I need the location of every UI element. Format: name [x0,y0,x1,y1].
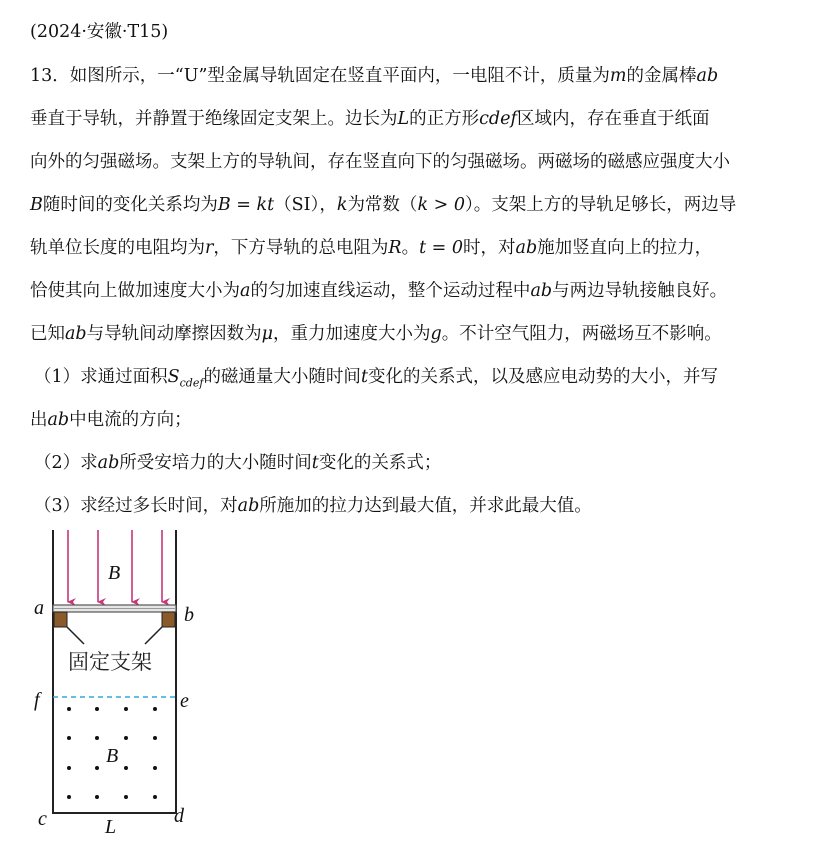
rail-diagram [0,520,240,850]
label-d: d [174,805,184,827]
field-dot [67,766,71,770]
field-dot [153,707,157,711]
var-B: B [30,195,43,215]
question-2: （2）求ab所受安培力的大小随时间t变化的关系式； [34,453,442,473]
label-B-top: B [108,562,121,584]
var-m: m [609,66,627,86]
support-leg-right [145,627,162,644]
support-label: 固定支架 [68,650,152,674]
field-dot [153,795,157,799]
problem-line-2: 垂直于导轨，并静置于绝缘固定支架上。边长为L的正方形cdef区域内，存在垂直于纸面 [30,109,710,129]
question-1-line-1: （1）求通过面积$S_{cdef}$的磁通量大小随时间t变化的关系式，以及感应电动势的大小，并写 [34,367,718,390]
problem-number: 13． [30,66,70,86]
support-block-left [54,612,67,627]
field-dot [95,795,99,799]
problem-line-6: 恰使其向上做加速度大小为a的匀加速直线运动，整个运动过程中ab与两边导轨接触良好。 [30,281,728,301]
label-f: f [34,689,40,711]
field-dot [124,707,128,711]
field-dot [95,766,99,770]
formula: B = kt [217,195,275,215]
field-dot [67,707,71,711]
problem-line-1: 13．如图所示，一“U”型金属导轨固定在竖直平面内，一电阻不计，质量为m的金属棒ab [30,66,719,86]
field-dot [124,795,128,799]
question-1-line-2: 出ab中电流的方向； [30,410,192,430]
field-dot [124,766,128,770]
field-dot [153,766,157,770]
problem-line-3: 向外的匀强磁场。支架上方的导轨间，存在竖直向下的匀强磁场。两磁场的磁感应强度大小 [30,152,730,172]
field-dot [124,736,128,740]
question-3: （3）求经过多长时间，对ab所施加的拉力达到最大值，并求此最大值。 [34,496,592,516]
field-dot [67,736,71,740]
label-b: b [184,604,194,626]
field-dot [67,795,71,799]
problem-line-4: B随时间的变化关系均为B = kt（SI），k为常数（k > 0）。支架上方的导轨足够长，两边导 [30,195,737,215]
source-tag: (2024·安徽·T15) [30,22,169,42]
problem-line-7: 已知ab与导轨间动摩擦因数为μ，重力加速度大小为g。不计空气阻力，两磁场互不影响。 [30,324,722,344]
field-dot [153,736,157,740]
problem-line-5: 轨单位长度的电阻均为r，下方导轨的总电阻为R。t = 0时，对ab施加竖直向上的拉力， [30,238,713,258]
support-leg-left [67,627,84,644]
label-B-bottom: B [106,745,119,767]
label-L: L [105,816,117,838]
label-e: e [180,690,189,712]
label-a: a [34,597,44,619]
support-block-right [162,612,175,627]
var-L: L [397,109,410,129]
field-dot [95,736,99,740]
field-dot [95,707,99,711]
label-c: c [38,808,47,830]
